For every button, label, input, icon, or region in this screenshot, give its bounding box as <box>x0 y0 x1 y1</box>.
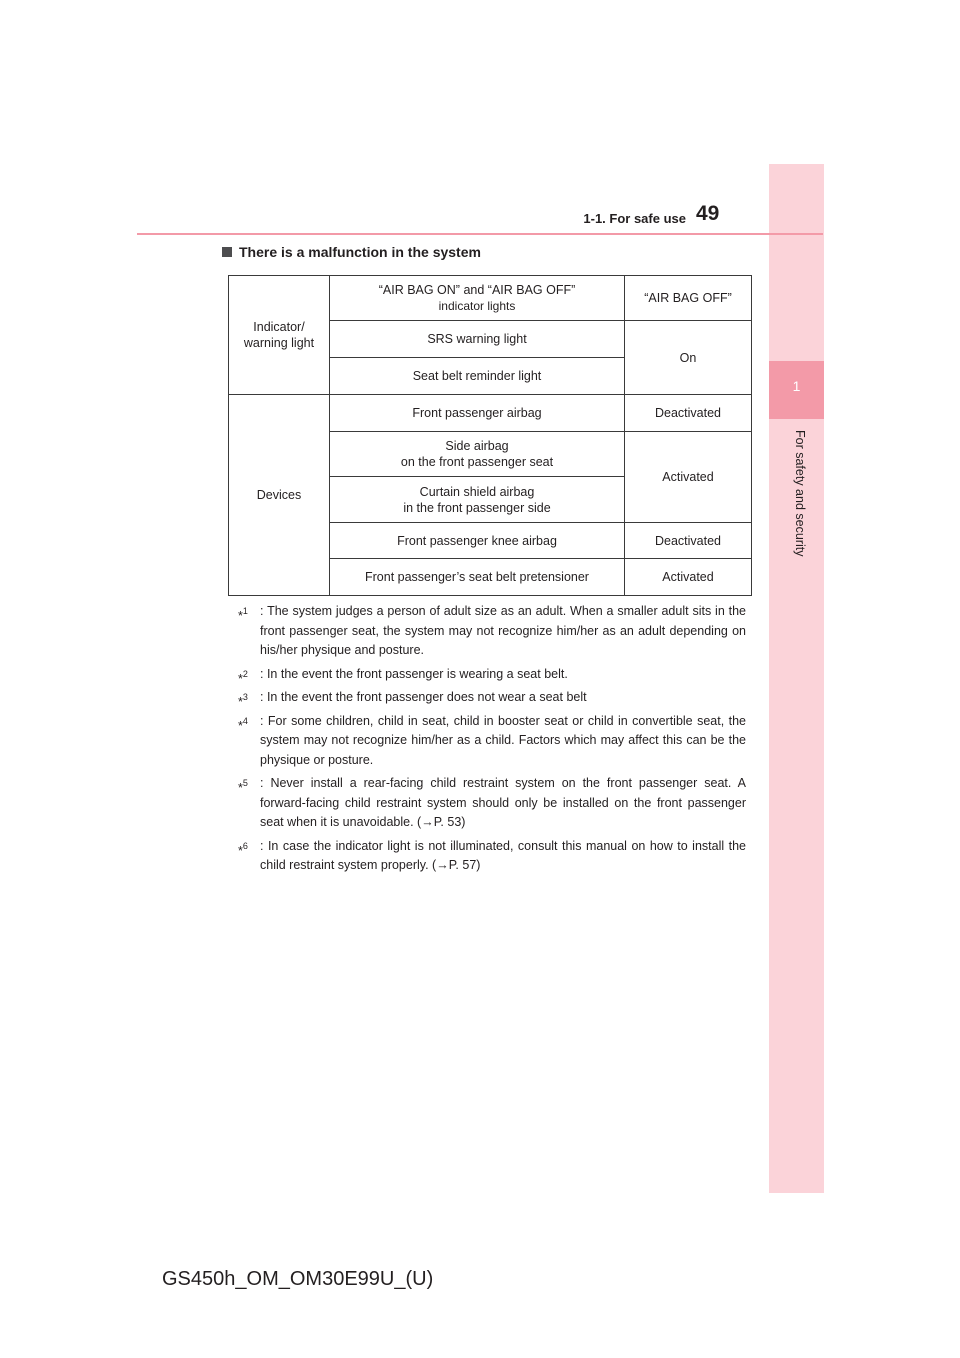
warning-state: On <box>679 350 697 365</box>
device-state: Activated <box>662 470 714 484</box>
section-heading-text: There is a malfunction in the system <box>239 244 481 260</box>
indicator-label: Indicator/ warning light <box>243 320 315 350</box>
footnote-item <box>238 602 746 661</box>
footnote-marker <box>238 665 248 690</box>
indicator-label-cell <box>229 276 330 395</box>
footnote-text: : In case the indicator light is not illuminated, consult this manual on how to install the child restraint system properly. (→P. 57) <box>260 838 746 872</box>
table-row <box>229 276 752 321</box>
footnote-asterisk: * <box>238 843 243 858</box>
device-name: Front passenger airbag <box>412 406 542 420</box>
header-air-bag-off: “AIR BAG OFF” <box>644 291 732 305</box>
table-cell <box>330 321 625 358</box>
footnote-marker <box>238 774 248 799</box>
table-cell <box>330 523 625 559</box>
footnote-asterisk: * <box>238 781 243 795</box>
table-cell <box>625 395 752 432</box>
table-row <box>229 395 752 432</box>
device-name: Curtain shield airbag in the front passenger side <box>403 484 551 515</box>
chapter-number: 1 <box>792 378 801 394</box>
footnote-number: 6 <box>242 840 248 851</box>
footnote-marker <box>238 602 248 627</box>
footnote-marker <box>238 837 248 862</box>
header-sub-text: indicator lights <box>438 299 516 313</box>
footnotes <box>238 602 746 880</box>
footnote-text: : In the event the front passenger does not wear a seat belt <box>260 690 587 704</box>
chapter-side-band <box>769 164 824 1193</box>
table-cell <box>625 321 752 395</box>
device-state: Deactivated <box>654 533 721 548</box>
devices-label: Devices <box>256 488 302 502</box>
footnote-asterisk: * <box>238 609 243 623</box>
table-header-cell <box>625 276 752 321</box>
footnote-asterisk: * <box>238 671 243 686</box>
footnote-item <box>238 712 746 771</box>
device-name: Side airbag on the front passenger seat <box>400 439 554 469</box>
footnote-item <box>238 837 746 876</box>
footnote-asterisk: * <box>238 718 243 733</box>
footnote-marker <box>238 712 248 737</box>
header-rule <box>137 233 823 235</box>
table-cell <box>625 559 752 596</box>
page-number: 49 <box>696 202 720 225</box>
footnote-text: : Never install a rear-facing child restraint system on the front passenger seat. A forward-facing child restraint system should only be installed on the front passenger seat when it is unavoidable. (→P. 53) <box>260 776 746 829</box>
footnote-item <box>238 774 746 833</box>
footnote-item <box>238 665 746 685</box>
device-name: Front passenger’s seat belt pretensioner <box>365 570 589 584</box>
footnote-text: : In the event the front passenger is wearing a seat belt. <box>260 666 568 681</box>
header-main-text: “AIR BAG ON” and “AIR BAG OFF” <box>378 283 576 297</box>
table-cell <box>625 523 752 559</box>
devices-label-cell <box>229 395 330 596</box>
table-cell <box>330 477 625 523</box>
device-state: Deactivated <box>654 406 721 420</box>
section-heading <box>222 244 481 260</box>
table-header-cell <box>330 276 625 321</box>
footnote-text: : For some children, child in seat, child in booster seat or child in convertible seat, the system may not recognize him/her as a child. Factors which may affect this can be the physique or posture. <box>260 713 746 767</box>
document-footer: GS450h_OM_OM30E99U_(U) <box>162 1268 434 1290</box>
chapter-title: For safety and security <box>793 430 807 557</box>
table-cell <box>330 358 625 395</box>
footnote-asterisk: * <box>238 695 243 709</box>
square-bullet-icon <box>222 247 232 257</box>
footnote-marker <box>238 688 248 713</box>
table-cell <box>330 559 625 596</box>
airbag-status-table <box>228 275 752 596</box>
device-state: Activated <box>662 570 714 584</box>
footnote-item <box>238 688 746 708</box>
table-cell <box>330 395 625 432</box>
device-name: Front passenger knee airbag <box>397 533 557 548</box>
footnote-number: 2 <box>242 668 248 679</box>
footnote-number: 1 <box>242 606 248 616</box>
table-cell <box>625 432 752 523</box>
table-cell <box>330 432 625 477</box>
footnote-number: 5 <box>242 778 248 788</box>
footnote-text: : The system judges a person of adult size as an adult. When a smaller adult sits in the front passenger seat, the system may not recognize him/her as an adult depending on his/her physique and posture. <box>260 604 746 657</box>
srs-warning-light-label: SRS warning light <box>427 332 527 346</box>
footnote-number: 3 <box>242 692 248 702</box>
section-title: 1-1. For safe use <box>583 211 686 226</box>
footnote-number: 4 <box>242 715 248 726</box>
seat-belt-reminder-label: Seat belt reminder light <box>412 369 542 383</box>
